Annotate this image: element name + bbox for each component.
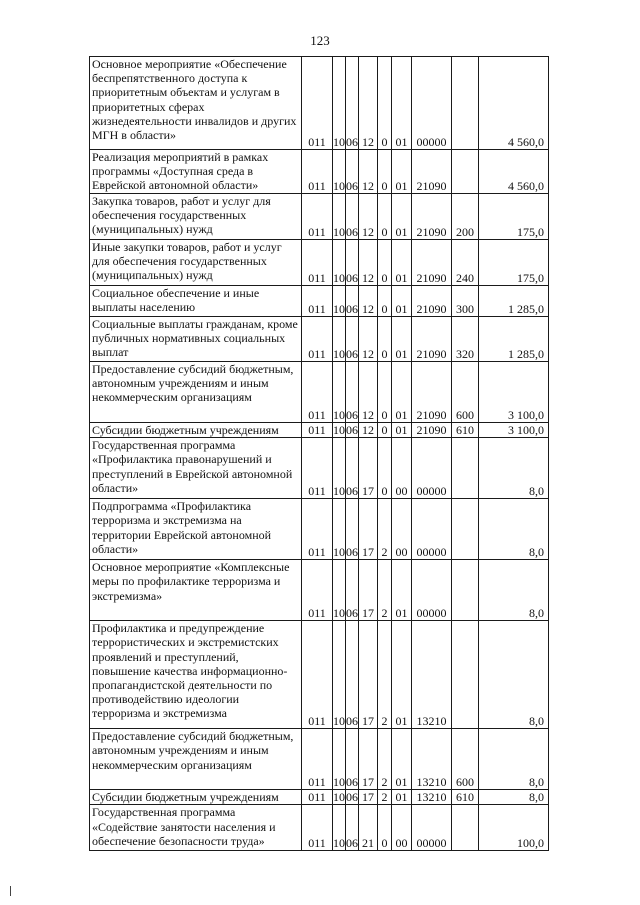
row-amount: 8,0 <box>479 438 549 499</box>
code-program: 17 <box>359 560 378 621</box>
row-name-text: Основное мероприятие «Комплексные меры по профилактике терроризма и экстремизма» <box>92 560 290 603</box>
code-grbs: 011 <box>302 194 333 240</box>
code-direction: 21090 <box>412 317 452 362</box>
code-grbs: 011 <box>302 317 333 362</box>
code-subprogram: 2 <box>378 790 392 805</box>
code-activity: 01 <box>392 286 412 317</box>
row-amount: 8,0 <box>479 790 549 805</box>
code-subprogram: 2 <box>378 560 392 621</box>
table-row <box>90 499 549 560</box>
code-direction: 00000 <box>412 499 452 560</box>
row-amount: 175,0 <box>479 194 549 240</box>
code-program: 12 <box>359 57 378 150</box>
code-section: 10 <box>333 621 346 729</box>
code-expense-type: 610 <box>452 423 479 438</box>
code-subsection: 06 <box>346 805 359 851</box>
code-activity: 01 <box>392 317 412 362</box>
row-amount: 175,0 <box>479 240 549 286</box>
row-name <box>90 438 302 499</box>
code-subprogram: 0 <box>378 57 392 150</box>
row-name <box>90 286 302 317</box>
code-direction: 00000 <box>412 560 452 621</box>
code-expense-type: 320 <box>452 317 479 362</box>
code-program: 17 <box>359 790 378 805</box>
table-row <box>90 805 549 851</box>
row-name <box>90 423 302 438</box>
table-row <box>90 194 549 240</box>
code-section: 10 <box>333 240 346 286</box>
code-section: 10 <box>333 729 346 790</box>
code-activity: 01 <box>392 729 412 790</box>
code-activity: 01 <box>392 362 412 423</box>
table-row <box>90 438 549 499</box>
code-program: 12 <box>359 317 378 362</box>
table-row <box>90 362 549 423</box>
code-direction: 13210 <box>412 729 452 790</box>
code-section: 10 <box>333 423 345 437</box>
code-expense-type <box>452 499 479 560</box>
table-row <box>90 621 549 729</box>
code-direction: 13210 <box>412 790 452 805</box>
code-direction: 00000 <box>412 438 452 499</box>
code-subsection: 06 <box>346 362 359 423</box>
code-subsection: 06 <box>346 57 359 150</box>
row-name-text: Государственная программа «Профилактика правонарушений и преступлений в Еврейской автономной области» <box>92 438 293 495</box>
code-expense-type <box>452 438 479 499</box>
code-expense-type: 610 <box>452 790 479 805</box>
row-name-text: Основное мероприятие «Обеспечение беспрепятственного доступа к приоритетным объектам и услугам в приоритетных сферах жизнедеятельности инвалидов и других МГН в области» <box>92 57 297 143</box>
code-direction: 21090 <box>412 423 452 438</box>
row-name <box>90 560 302 621</box>
code-expense-type <box>452 560 479 621</box>
row-amount: 4 560,0 <box>479 57 549 150</box>
code-program: 17 <box>359 621 378 729</box>
table-row <box>90 729 549 790</box>
table-row <box>90 150 549 194</box>
code-section: 10 <box>333 317 346 362</box>
code-grbs: 011 <box>302 240 333 286</box>
code-subprogram: 0 <box>378 317 392 362</box>
code-section: 10 <box>333 57 346 150</box>
row-name-text: Предоставление субсидий бюджетным, автономным учреждениям и иным некоммерческим организациям <box>92 362 294 405</box>
code-direction: 21090 <box>412 194 452 240</box>
code-expense-type: 240 <box>452 240 479 286</box>
code-direction: 21090 <box>412 240 452 286</box>
table-row <box>90 790 549 805</box>
page-number: 123 <box>310 33 330 48</box>
code-activity: 01 <box>392 423 412 438</box>
row-name <box>90 805 302 851</box>
code-expense-type: 300 <box>452 286 479 317</box>
code-section: 10 <box>333 150 346 194</box>
row-name-text: Предоставление субсидий бюджетным, автономным учреждениям и иным некоммерческим организациям <box>92 729 294 772</box>
code-expense-type <box>452 150 479 194</box>
code-activity: 00 <box>392 805 412 851</box>
row-name-text: Иные закупки товаров, работ и услуг для обеспечения государственных (муниципальных) нужд <box>92 240 282 283</box>
code-grbs: 011 <box>302 57 333 150</box>
code-program: 12 <box>359 423 378 438</box>
row-name <box>90 317 302 362</box>
table-row <box>90 317 549 362</box>
code-expense-type <box>452 621 479 729</box>
code-direction: 21090 <box>412 150 452 194</box>
code-program: 12 <box>359 150 378 194</box>
code-activity: 01 <box>392 560 412 621</box>
code-expense-type <box>452 805 479 851</box>
code-expense-type: 600 <box>452 362 479 423</box>
row-name-text: Субсидии бюджетным учреждениям <box>92 423 279 437</box>
code-grbs: 011 <box>302 729 333 790</box>
code-section: 10 <box>333 805 346 851</box>
code-subsection: 06 <box>346 729 359 790</box>
row-name-text: Закупка товаров, работ и услуг для обеспечения государственных (муниципальных) нужд <box>92 194 271 237</box>
row-amount: 3 100,0 <box>479 423 549 438</box>
code-direction: 13210 <box>412 621 452 729</box>
code-grbs: 011 <box>302 423 333 438</box>
row-name <box>90 790 302 805</box>
row-name-text: Реализация мероприятий в рамках программы «Доступная среда в Еврейской автономной области» <box>92 150 269 193</box>
code-expense-type <box>452 57 479 150</box>
row-name-text: Подпрограмма «Профилактика терроризма и экстремизма на территории Еврейской автономной области» <box>92 499 272 556</box>
code-direction: 21090 <box>412 286 452 317</box>
code-subsection: 06 <box>346 150 359 194</box>
code-expense-type: 200 <box>452 194 479 240</box>
code-program: 12 <box>359 362 378 423</box>
code-subsection: 06 <box>346 560 359 621</box>
code-grbs: 011 <box>302 805 333 851</box>
code-grbs: 011 <box>302 362 333 423</box>
code-subprogram: 0 <box>378 805 392 851</box>
code-direction: 00000 <box>412 57 452 150</box>
code-grbs: 011 <box>302 790 333 805</box>
code-activity: 00 <box>392 438 412 499</box>
row-name <box>90 621 302 729</box>
code-subsection: 06 <box>346 438 359 499</box>
row-name-text: Социальное обеспечение и иные выплаты населению <box>92 286 260 315</box>
code-subsection: 06 <box>346 499 359 560</box>
code-expense-type: 600 <box>452 729 479 790</box>
row-amount: 8,0 <box>479 560 549 621</box>
code-activity: 01 <box>392 240 412 286</box>
code-program: 12 <box>359 194 378 240</box>
code-program: 17 <box>359 499 378 560</box>
row-name <box>90 729 302 790</box>
code-direction: 00000 <box>412 805 452 851</box>
code-section: 10 <box>333 194 346 240</box>
code-section: 10 <box>333 499 346 560</box>
code-direction: 21090 <box>412 362 452 423</box>
row-amount: 8,0 <box>479 499 549 560</box>
code-program: 17 <box>359 729 378 790</box>
code-subsection: 06 <box>346 286 359 317</box>
code-grbs: 011 <box>302 438 333 499</box>
code-subprogram: 0 <box>378 362 392 423</box>
code-program: 17 <box>359 438 378 499</box>
table-row <box>90 560 549 621</box>
code-program: 12 <box>359 240 378 286</box>
table-row <box>90 286 549 317</box>
row-amount: 1 285,0 <box>479 317 549 362</box>
row-amount: 8,0 <box>479 729 549 790</box>
row-name <box>90 362 302 423</box>
code-subsection: 06 <box>346 790 358 805</box>
budget-table <box>89 56 549 851</box>
row-name-text: Социальные выплаты гражданам, кроме публичных нормативных социальных выплат <box>92 317 298 360</box>
row-name <box>90 57 302 150</box>
row-name-text: Государственная программа «Содействие занятости населения и обеспечение безопасности труда» <box>92 805 276 848</box>
code-section: 10 <box>333 362 346 423</box>
code-subprogram: 0 <box>378 286 392 317</box>
code-activity: 01 <box>392 194 412 240</box>
code-subprogram: 0 <box>378 150 392 194</box>
code-subsection: 06 <box>346 621 359 729</box>
code-section: 10 <box>333 560 346 621</box>
code-subprogram: 0 <box>378 194 392 240</box>
code-subsection: 06 <box>346 423 358 437</box>
code-subsection: 06 <box>346 194 359 240</box>
code-grbs: 011 <box>302 150 333 194</box>
code-grbs: 011 <box>302 621 333 729</box>
code-program: 21 <box>359 805 378 851</box>
row-amount: 100,0 <box>479 805 549 851</box>
code-grbs: 011 <box>302 499 333 560</box>
code-section: 10 <box>333 790 345 805</box>
code-subprogram: 0 <box>378 240 392 286</box>
code-grbs: 011 <box>302 560 333 621</box>
code-activity: 01 <box>392 621 412 729</box>
code-activity: 01 <box>392 790 412 805</box>
code-subsection: 06 <box>346 317 359 362</box>
table-row <box>90 57 549 150</box>
code-program: 12 <box>359 286 378 317</box>
row-name <box>90 150 302 194</box>
row-amount: 1 285,0 <box>479 286 549 317</box>
code-subprogram: 0 <box>378 438 392 499</box>
table-body <box>90 57 549 851</box>
code-section: 10 <box>333 438 346 499</box>
row-name <box>90 194 302 240</box>
row-name-text: Профилактика и предупреждение террористических и экстремистских проявлений и преступлений, повышение качества информационно-пропагандистской деятельности по противодействию идеологии терроризма и экстремизма <box>92 621 288 721</box>
row-name <box>90 499 302 560</box>
row-amount: 4 560,0 <box>479 150 549 194</box>
row-amount: 3 100,0 <box>479 362 549 423</box>
code-activity: 00 <box>392 499 412 560</box>
code-subprogram: 0 <box>378 423 392 438</box>
code-activity: 01 <box>392 57 412 150</box>
code-section: 10 <box>333 286 346 317</box>
row-name <box>90 240 302 286</box>
scan-edge-mark <box>10 886 11 896</box>
code-grbs: 011 <box>302 286 333 317</box>
row-name-text: Субсидии бюджетным учреждениям <box>92 790 279 805</box>
row-amount: 8,0 <box>479 621 549 729</box>
code-subsection: 06 <box>346 240 359 286</box>
table-row <box>90 240 549 286</box>
code-subprogram: 2 <box>378 499 392 560</box>
code-activity: 01 <box>392 150 412 194</box>
code-subprogram: 2 <box>378 729 392 790</box>
table-row <box>90 423 549 438</box>
code-subprogram: 2 <box>378 621 392 729</box>
